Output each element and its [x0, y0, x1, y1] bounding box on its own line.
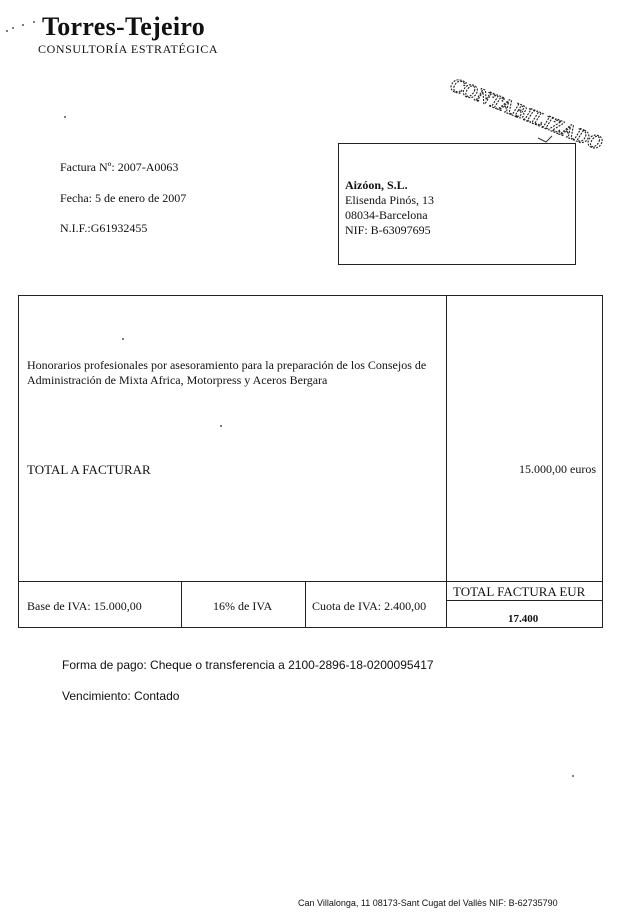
company-tagline: CONSULTORÍA ESTRATÉGICA — [38, 42, 219, 56]
stamp-text: CONTABILIZADO — [446, 73, 606, 155]
total-value: 15.000,00 euros — [519, 462, 596, 476]
table-divider — [305, 581, 306, 627]
payment-due: Vencimiento: Contado — [62, 689, 180, 703]
invoice-table — [18, 295, 603, 628]
table-divider — [19, 581, 602, 582]
recipient-box — [338, 143, 576, 265]
scan-speck — [12, 27, 14, 29]
tax-rate: 16% de IVA — [213, 599, 273, 613]
invoice-total-label: TOTAL FACTURA EUR — [453, 584, 586, 599]
scan-speck — [64, 116, 66, 118]
company-name: Torres-Tejeiro — [42, 12, 206, 41]
scan-speck — [33, 21, 35, 23]
scan-speck — [572, 775, 574, 777]
issuer-nif: N.I.F.:G61932455 — [60, 221, 148, 235]
invoice-number: Factura Nº: 2007-A0063 — [60, 160, 179, 174]
accounting-stamp — [440, 73, 606, 155]
scan-speck — [6, 30, 8, 32]
invoice-total-value: 17.400 — [508, 613, 539, 625]
invoice-date: Fecha: 5 de enero de 2007 — [60, 191, 187, 205]
recipient-nif: NIF: B-63097695 — [345, 223, 431, 237]
total-label: TOTAL A FACTURAR — [27, 462, 151, 477]
recipient-name: Aizóon, S.L. — [345, 178, 408, 192]
recipient-city: 08034-Barcelona — [345, 208, 428, 222]
tax-base: Base de IVA: 15.000,00 — [27, 599, 142, 613]
table-divider — [446, 600, 602, 601]
table-divider — [446, 296, 447, 627]
payment-method: Forma de pago: Cheque o transferencia a 2100-2896-18-0200095417 — [62, 658, 434, 672]
recipient-street: Elisenda Pinós, 13 — [345, 193, 434, 207]
table-divider — [181, 581, 182, 627]
company-address: Can Villalonga, 11 08173-Sant Cugat del Vallès NIF: B-62735790 — [298, 898, 558, 908]
tax-quota: Cuota de IVA: 2.400,00 — [312, 599, 427, 613]
scan-speck — [22, 24, 24, 26]
service-description: Honorarios profesionales por asesoramiento para la preparación de los Consejos de Administración de Mixta Africa, Motorpress y Aceros Bergara — [27, 358, 427, 387]
